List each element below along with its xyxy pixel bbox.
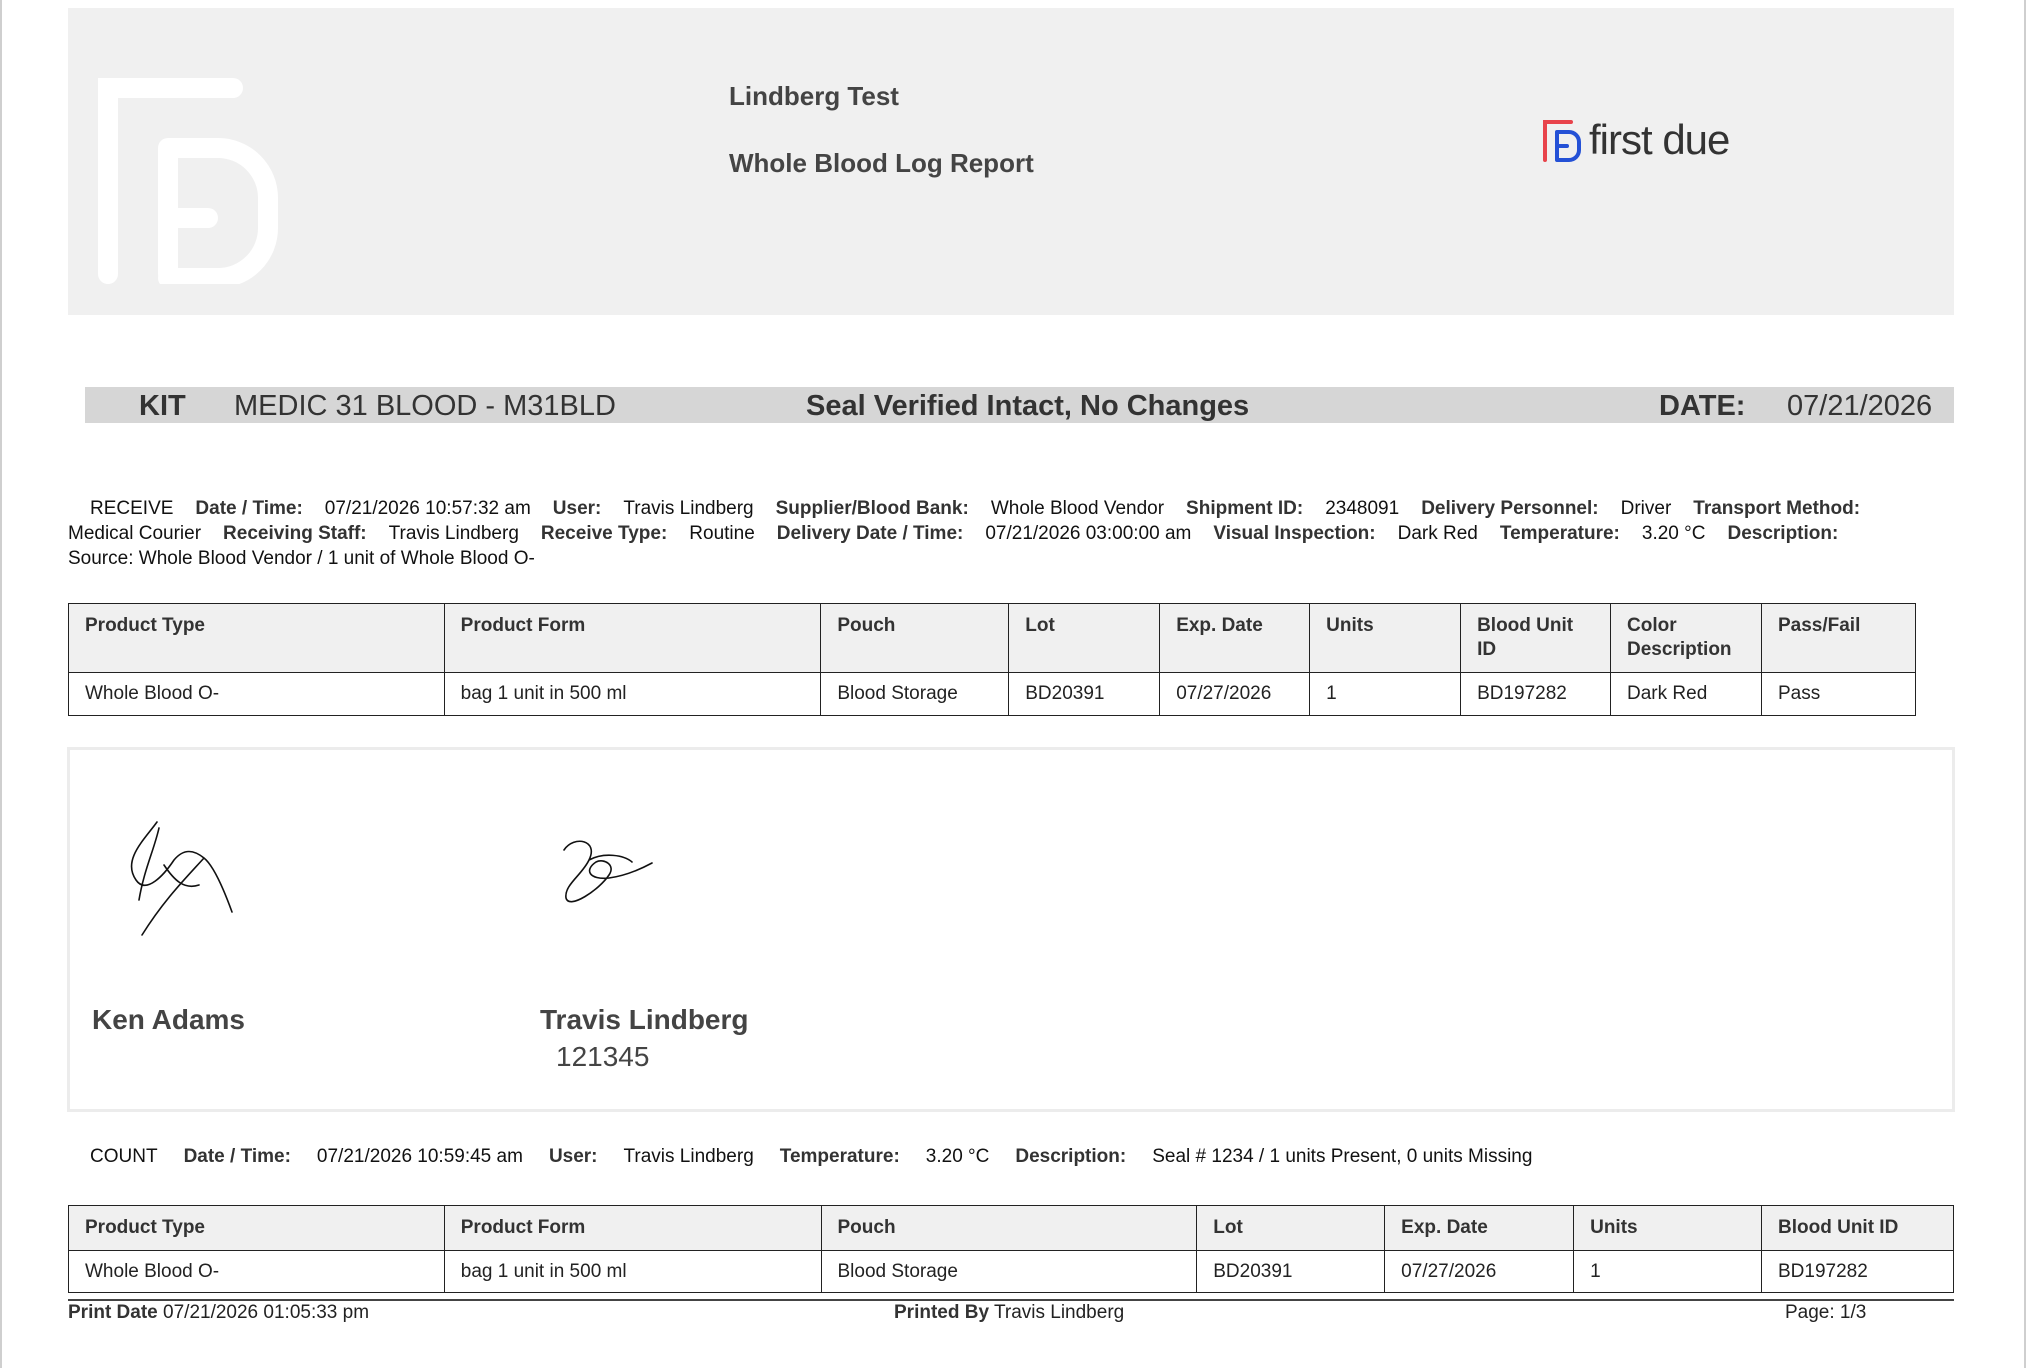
column-header: Pouch <box>821 604 1009 673</box>
field-label: Receive Type: <box>540 523 668 544</box>
field-value: 2348091 <box>1325 498 1400 519</box>
field-label: User: <box>552 498 602 519</box>
table-cell: Pass <box>1761 673 1915 716</box>
table-cell: BD197282 <box>1461 673 1611 716</box>
table-cell: bag 1 unit in 500 ml <box>444 1251 821 1293</box>
count-section-label: COUNT <box>90 1146 158 1167</box>
table-row <box>69 1251 1954 1293</box>
field-value: Whole Blood Vendor <box>990 498 1165 519</box>
signer-name: Ken Adams <box>92 1004 246 1035</box>
table-header-row <box>69 1206 1954 1251</box>
receive-table <box>68 603 1916 716</box>
receive-section-label: RECEIVE <box>90 498 174 519</box>
field-label: Supplier/Blood Bank: <box>775 498 969 519</box>
field-value: Driver <box>1620 498 1672 519</box>
brand-name: first due <box>1589 116 1730 163</box>
field-label: Description: <box>1015 1146 1127 1167</box>
field-label: Date / Time: <box>195 498 303 519</box>
kit-name: MEDIC 31 BLOOD - M31BLD <box>234 390 616 422</box>
field-value: 07/21/2026 10:57:32 am <box>324 498 531 519</box>
column-header: Exp. Date <box>1160 604 1310 673</box>
table-cell: Dark Red <box>1611 673 1762 716</box>
print-date-label: Print Date <box>68 1302 158 1323</box>
signature-travis-lindberg-image <box>554 830 664 930</box>
page-edge-left <box>0 0 2 1368</box>
field-value: Travis Lindberg <box>623 1146 754 1167</box>
kit-bar <box>85 387 1954 423</box>
table-cell: bag 1 unit in 500 ml <box>444 673 821 716</box>
printed-by-value: Travis Lindberg <box>993 1302 1125 1323</box>
table-cell: Blood Storage <box>821 1251 1197 1293</box>
table-cell: Blood Storage <box>821 673 1009 716</box>
column-header: Product Form <box>444 604 821 673</box>
table-cell: 1 <box>1574 1251 1762 1293</box>
table-cell: Whole Blood O- <box>69 673 445 716</box>
signature-ken-adams-image <box>114 820 264 950</box>
field-value: Travis Lindberg <box>388 523 519 544</box>
report-header-banner <box>68 8 1954 315</box>
table-cell: BD197282 <box>1762 1251 1954 1293</box>
field-label: Delivery Date / Time: <box>776 523 964 544</box>
field-label: Shipment ID: <box>1186 498 1304 519</box>
column-header: Exp. Date <box>1385 1206 1574 1251</box>
watermark-logo-icon <box>98 78 298 284</box>
column-header: Color Description <box>1611 604 1762 673</box>
field-label: Date / Time: <box>183 1146 291 1167</box>
table-row <box>69 673 1916 716</box>
field-label: Transport Method: <box>1693 498 1861 519</box>
count-table <box>68 1205 1954 1293</box>
field-label: Temperature: <box>779 1146 900 1167</box>
table-cell: 07/27/2026 <box>1385 1251 1574 1293</box>
printed-by-label: Printed By <box>894 1302 990 1323</box>
field-value: Routine <box>689 523 755 544</box>
column-header: Blood Unit ID <box>1762 1206 1954 1251</box>
column-header: Units <box>1310 604 1461 673</box>
field-value: 07/21/2026 10:59:45 am <box>316 1146 523 1167</box>
field-value: Dark Red <box>1397 523 1478 544</box>
table-header-row <box>69 604 1916 673</box>
field-value: 3.20 °C <box>1641 523 1706 544</box>
column-header: Pouch <box>821 1206 1197 1251</box>
field-label: Receiving Staff: <box>223 523 367 544</box>
footer-divider <box>68 1299 1954 1301</box>
page-number: Page: 1/3 <box>1785 1302 1867 1323</box>
print-date-value: 07/21/2026 01:05:33 pm <box>163 1302 370 1323</box>
field-label: Delivery Personnel: <box>1421 498 1599 519</box>
signer-name: Travis Lindberg <box>540 1004 749 1035</box>
table-cell: Whole Blood O- <box>69 1251 445 1293</box>
field-value: 07/21/2026 03:00:00 am <box>985 523 1192 544</box>
field-value: Medical Courier <box>68 523 202 544</box>
brand-logo <box>1541 116 1729 164</box>
kit-status: Seal Verified Intact, No Changes <box>806 390 1250 422</box>
footer-print-date <box>68 1302 369 1324</box>
column-header: Product Type <box>69 1206 445 1251</box>
kit-label: KIT <box>139 390 186 422</box>
field-value: Source: Whole Blood Vendor / 1 unit of Whole Blood O- <box>68 548 535 569</box>
field-label: User: <box>548 1146 598 1167</box>
field-value: Travis Lindberg <box>623 498 754 519</box>
kit-date: 07/21/2026 <box>1787 390 1933 422</box>
count-details <box>90 1146 1532 1168</box>
table-cell: 07/27/2026 <box>1160 673 1310 716</box>
column-header: Blood Unit ID <box>1461 604 1611 673</box>
field-label: Visual Inspection: <box>1213 523 1376 544</box>
kit-date-label: DATE: <box>1659 390 1746 422</box>
signer-id: 121345 <box>556 1041 650 1072</box>
receive-details <box>68 496 1954 571</box>
field-label: Description: <box>1727 523 1839 544</box>
org-name: Lindberg Test <box>729 81 899 111</box>
column-header: Product Form <box>444 1206 821 1251</box>
column-header: Product Type <box>69 604 445 673</box>
report-title: Whole Blood Log Report <box>729 148 1034 178</box>
field-label: Temperature: <box>1499 523 1620 544</box>
column-header: Lot <box>1197 1206 1385 1251</box>
first-due-logo-icon <box>1541 118 1583 162</box>
column-header: Lot <box>1009 604 1160 673</box>
table-cell: BD20391 <box>1009 673 1160 716</box>
column-header: Units <box>1574 1206 1762 1251</box>
column-header: Pass/Fail <box>1761 604 1915 673</box>
field-value: 3.20 °C <box>925 1146 990 1167</box>
field-value: Seal # 1234 / 1 units Present, 0 units Missing <box>1152 1146 1533 1167</box>
signature-panel <box>67 747 1955 1112</box>
footer-printed-by <box>894 1302 1124 1324</box>
table-cell: 1 <box>1310 673 1461 716</box>
table-cell: BD20391 <box>1197 1251 1385 1293</box>
